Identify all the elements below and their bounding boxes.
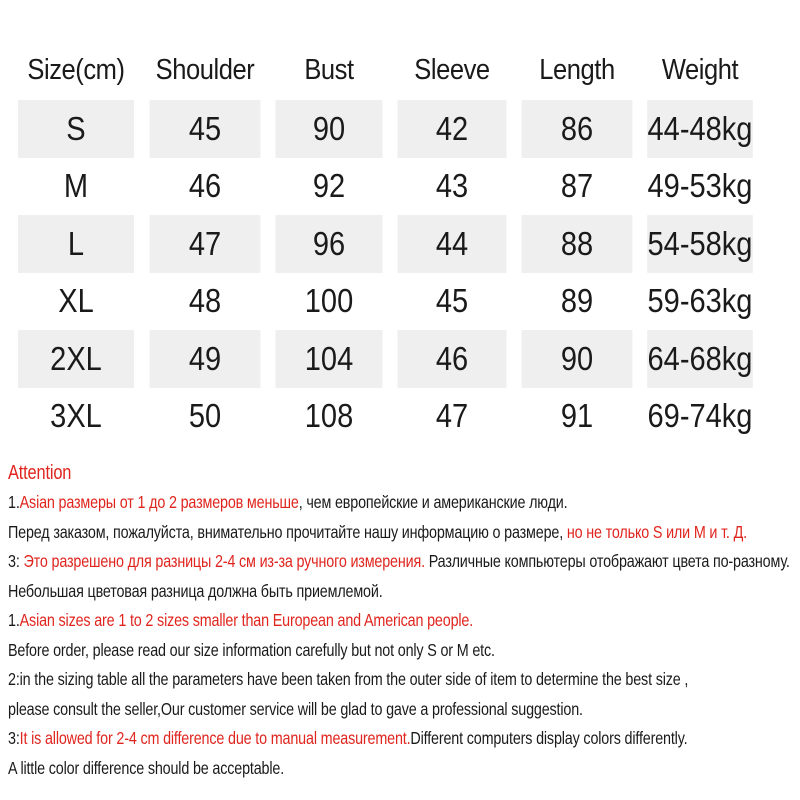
note-ru-line-4: Небольшая цветовая разница должна быть приемлемой. [8, 580, 383, 601]
note-en-line-5 [8, 724, 688, 754]
cell-shoulder: 45 [150, 100, 261, 158]
note-text: Перед заказом, пожалуйста, внимательно прочитайте нашу информацию о размере, [8, 521, 567, 542]
cell-size: 2XL [18, 330, 134, 388]
note-ru-line-2 [8, 518, 747, 548]
header-size: Size(cm) [27, 53, 125, 86]
cell-sleeve: 42 [397, 100, 506, 158]
note-en-line-4: please consult the seller,Our customer service will be glad to gave a professional suggestion. [8, 698, 583, 719]
attention-notes [8, 458, 798, 783]
note-highlight: Asian размеры от 1 до 2 размеров меньше [19, 492, 299, 512]
cell-length: 91 [522, 388, 633, 446]
cell-size: 3XL [18, 388, 134, 446]
header-bust: Bust [304, 53, 354, 86]
cell-bust: 100 [275, 273, 382, 331]
note-prefix: 1. [8, 492, 20, 512]
note-en-line-1 [8, 606, 656, 636]
cell-weight: 64-68kg [647, 330, 753, 388]
table-row [10, 100, 760, 158]
cell-size: XL [18, 273, 134, 331]
note-text: Различные компьютеры отображают цвета по-разному. [424, 551, 790, 571]
cell-sleeve: 46 [397, 330, 506, 388]
note-text: , чем европейские и американские люди. [298, 492, 568, 512]
cell-weight: 54-58kg [647, 215, 753, 273]
cell-sleeve: 44 [397, 215, 506, 273]
cell-size: S [18, 100, 134, 158]
note-ru-line-3 [8, 547, 790, 577]
note-ru-line-1 [8, 488, 656, 518]
header-shoulder: Shoulder [155, 53, 255, 86]
table-row [10, 158, 760, 216]
cell-length: 89 [522, 273, 633, 331]
cell-length: 87 [522, 158, 633, 216]
cell-weight: 44-48kg [647, 100, 753, 158]
cell-shoulder: 48 [150, 273, 261, 331]
note-en-line-6: A little color difference should be acceptable. [8, 757, 285, 778]
cell-shoulder: 49 [150, 330, 261, 388]
note-text: Different computers display colors differently. [410, 728, 688, 748]
cell-sleeve: 47 [397, 388, 506, 446]
cell-weight: 49-53kg [647, 158, 753, 216]
cell-size: M [18, 158, 134, 216]
cell-length: 86 [522, 100, 633, 158]
cell-bust: 92 [275, 158, 382, 216]
note-en-line-2: Before order, please read our size information carefully but not only S or M etc. [8, 639, 495, 660]
cell-sleeve: 43 [397, 158, 506, 216]
cell-bust: 90 [275, 100, 382, 158]
attention-title: Attention [8, 462, 72, 484]
table-row [10, 215, 760, 273]
header-row [10, 40, 760, 100]
cell-size: L [18, 215, 134, 273]
table-row [10, 388, 760, 446]
cell-length: 90 [522, 330, 633, 388]
cell-sleeve: 45 [397, 273, 506, 331]
header-length: Length [539, 53, 615, 86]
note-highlight: It is allowed for 2-4 cm difference due to manual measurement. [19, 728, 411, 748]
cell-weight: 59-63kg [647, 273, 753, 331]
size-chart-header [10, 40, 760, 100]
note-highlight: Это разрешено для разницы 2-4 см из-за ручного измерения. [23, 551, 425, 571]
note-en-line-3: 2:in the sizing table all the parameters have been taken from the outer side of item to determine the best size , [8, 669, 689, 689]
header-sleeve: Sleeve [414, 53, 490, 86]
table-row [10, 330, 760, 388]
cell-shoulder: 47 [150, 215, 261, 273]
note-highlight: но не только S или M и т. Д. [566, 521, 747, 542]
cell-bust: 96 [275, 215, 382, 273]
cell-length: 88 [522, 215, 633, 273]
cell-weight: 69-74kg [647, 388, 753, 446]
header-weight: Weight [661, 53, 739, 86]
cell-shoulder: 50 [150, 388, 261, 446]
note-highlight: Asian sizes are 1 to 2 sizes smaller than European and American people. [19, 610, 474, 630]
note-prefix: 3: [8, 551, 24, 571]
size-chart-body [10, 100, 760, 445]
cell-bust: 108 [275, 388, 382, 446]
table-row [10, 273, 760, 331]
note-prefix: 3: [8, 728, 20, 748]
cell-shoulder: 46 [150, 158, 261, 216]
cell-bust: 104 [275, 330, 382, 388]
size-chart-table [10, 40, 760, 445]
note-prefix: 1. [8, 610, 20, 630]
